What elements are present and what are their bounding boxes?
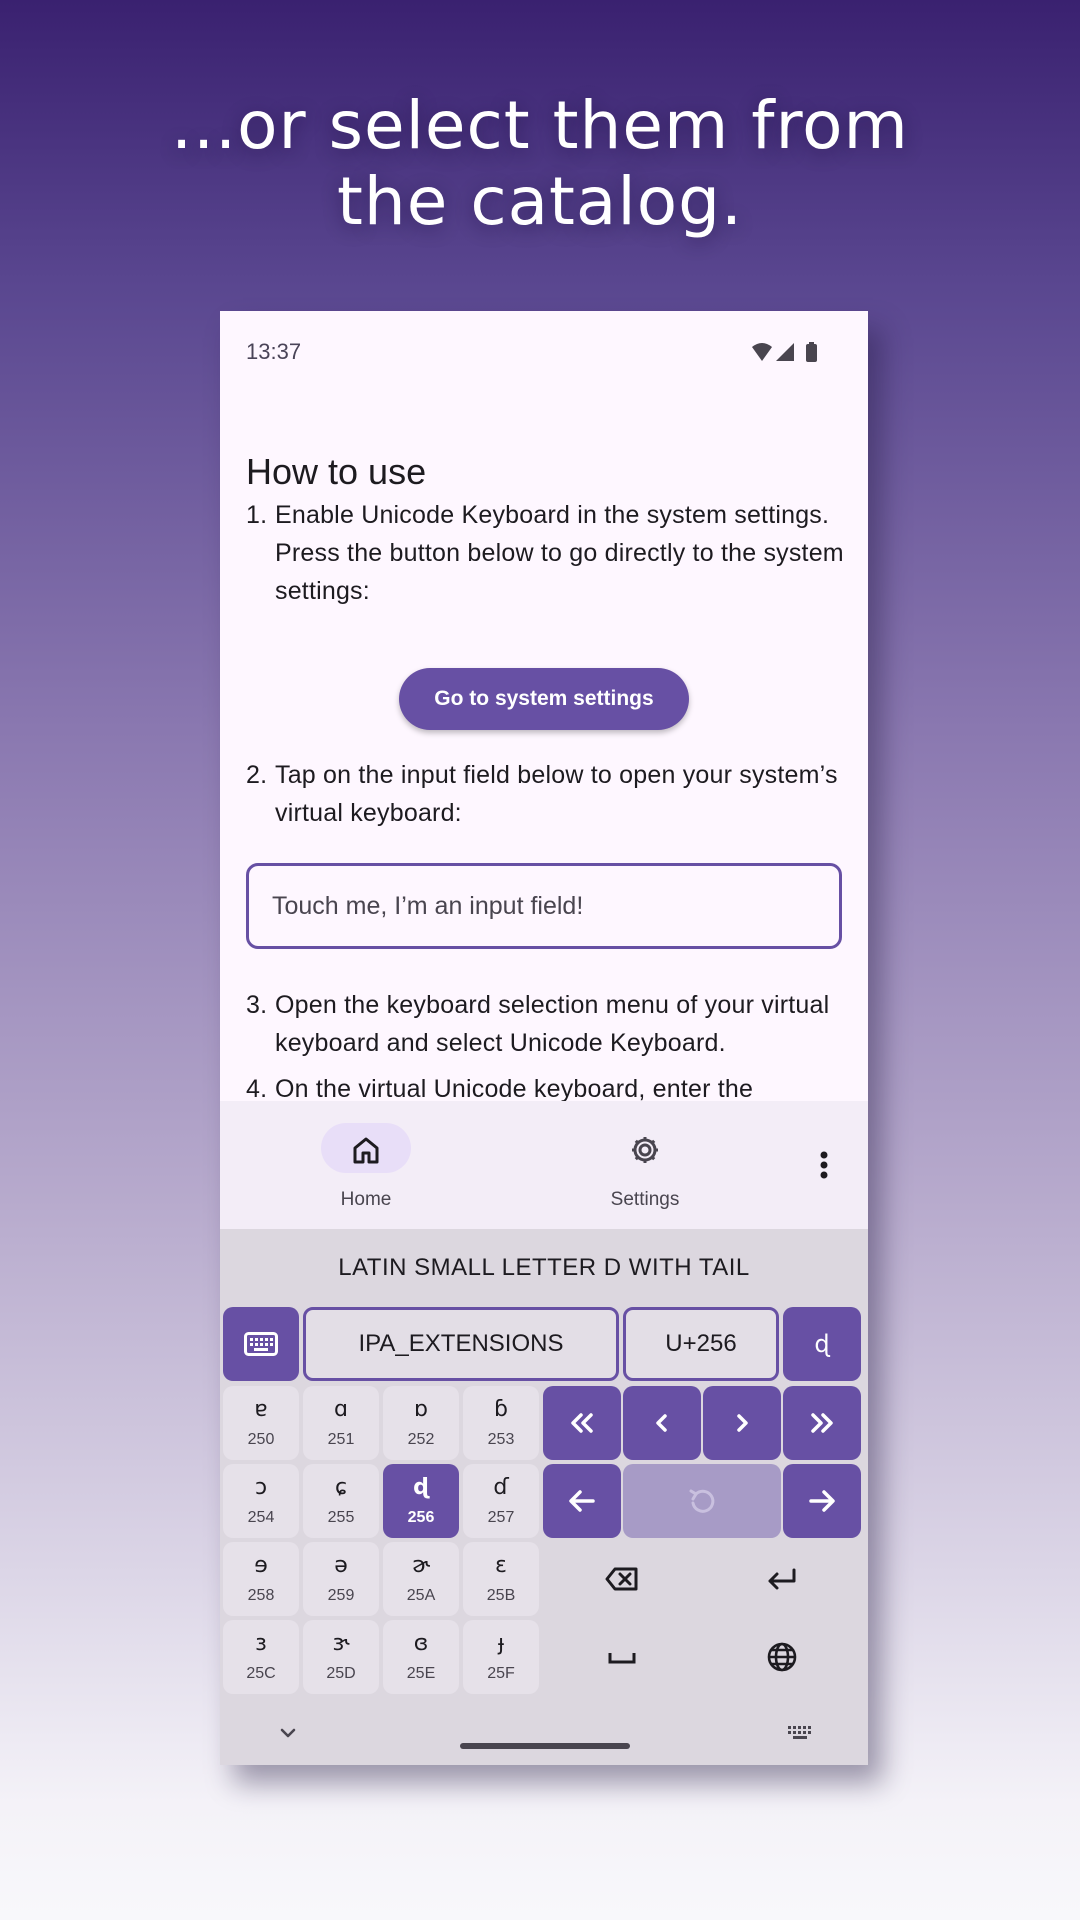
headline [0, 88, 1080, 240]
chevron-down-icon [278, 1726, 298, 1740]
character-code: 257 [487, 1509, 515, 1526]
step-3 [246, 986, 846, 1062]
page-forward-button[interactable] [783, 1386, 861, 1460]
character-code: 25B [486, 1587, 516, 1604]
character-glyph: ə [334, 1553, 348, 1578]
switch-language-button[interactable] [703, 1620, 861, 1694]
globe-icon [766, 1641, 798, 1673]
character-code: 255 [327, 1509, 355, 1526]
character-key[interactable] [383, 1464, 459, 1538]
character-key[interactable] [463, 1386, 539, 1460]
character-code: 250 [247, 1431, 275, 1448]
character-glyph: ɛ [495, 1553, 507, 1578]
character-glyph: ɑ [334, 1397, 348, 1422]
character-key[interactable] [383, 1542, 459, 1616]
character-code: 253 [487, 1431, 515, 1448]
character-code: 258 [247, 1587, 275, 1604]
right-icon [732, 1411, 752, 1435]
undo-button[interactable] [623, 1464, 781, 1538]
character-glyph: ɖ [413, 1475, 429, 1500]
character-glyph: ɘ [254, 1553, 268, 1578]
character-glyph: ɔ [254, 1475, 268, 1500]
keyboard-icon [244, 1332, 278, 1356]
double-right-icon [807, 1411, 837, 1435]
main-content [220, 395, 868, 1101]
character-code: 259 [327, 1587, 355, 1604]
character-code: 25D [326, 1665, 356, 1682]
step-text: Open the keyboard selection menu of your virtual keyboard and select Unicode Keyboard. [275, 991, 830, 1057]
headline-line-2: the catalog. [337, 163, 743, 240]
step-2 [246, 756, 846, 832]
character-key[interactable] [223, 1386, 299, 1460]
character-key[interactable] [303, 1386, 379, 1460]
character-code: 25E [406, 1665, 436, 1682]
block-selector[interactable]: IPA_EXTENSIONS [303, 1307, 619, 1381]
codepoint-field[interactable]: U+256 [623, 1307, 779, 1381]
step-4 [246, 1070, 846, 1101]
next-button[interactable] [703, 1386, 781, 1460]
wifi-icon [752, 343, 772, 361]
step-text: Enable Unicode Keyboard in the system settings. Press the button below to go directly to the system settings: [275, 501, 844, 605]
unicode-keyboard [220, 1229, 868, 1765]
headline-line-1: ...or select them from [171, 87, 909, 164]
status-bar [220, 311, 868, 395]
character-glyph: ɞ [413, 1631, 429, 1656]
character-glyph: ɜ [255, 1631, 267, 1656]
character-code: 25A [406, 1587, 436, 1604]
step-number: 3. [246, 991, 268, 1019]
enter-button[interactable] [703, 1542, 861, 1616]
left-icon [652, 1411, 672, 1435]
cursor-right-button[interactable] [783, 1464, 861, 1538]
test-input-field[interactable]: Touch me, I’m an input field! [246, 863, 842, 949]
character-code: 256 [407, 1509, 435, 1526]
character-key[interactable] [223, 1542, 299, 1616]
enter-icon [765, 1566, 799, 1592]
character-key[interactable] [463, 1464, 539, 1538]
switch-keyboard-button[interactable] [780, 1713, 820, 1753]
character-glyph: ɝ [332, 1631, 350, 1656]
keyboard-switch-icon [786, 1723, 814, 1743]
character-glyph: ɓ [494, 1397, 508, 1422]
backspace-button[interactable] [543, 1542, 701, 1616]
battery-icon [806, 344, 817, 362]
character-key[interactable] [463, 1620, 539, 1694]
character-glyph: ɟ [497, 1631, 505, 1656]
character-name: LATIN SMALL LETTER D WITH TAIL [338, 1254, 750, 1281]
character-glyph: ɕ [334, 1475, 348, 1500]
nav-label-home: Home [340, 1189, 392, 1210]
step-text: Tap on the input field below to open your system’s virtual keyboard: [275, 761, 838, 827]
cursor-left-button[interactable] [543, 1464, 621, 1538]
step-1 [246, 496, 846, 610]
step-number: 2. [246, 761, 268, 789]
space-button[interactable] [543, 1620, 701, 1694]
nav-label-settings: Settings [610, 1189, 680, 1210]
undo-icon [687, 1486, 717, 1516]
home-icon [350, 1134, 382, 1166]
step-text: On the virtual Unicode keyboard, enter the [275, 1075, 754, 1101]
character-code: 25F [487, 1665, 515, 1682]
arrow-right-icon [807, 1488, 837, 1514]
signal-icon [776, 343, 794, 361]
character-glyph: ɐ [254, 1397, 268, 1422]
character-key[interactable] [303, 1464, 379, 1538]
character-code: 251 [327, 1431, 355, 1448]
character-code: 252 [407, 1431, 435, 1448]
status-time: 13:37 [246, 339, 302, 364]
previous-button[interactable] [623, 1386, 701, 1460]
character-key[interactable] [223, 1620, 299, 1694]
character-key[interactable] [383, 1386, 459, 1460]
character-key[interactable] [303, 1620, 379, 1694]
go-to-system-settings-button[interactable]: Go to system settings [399, 668, 689, 730]
step-number: 1. [246, 501, 268, 529]
keyboard-mode-button[interactable] [223, 1307, 299, 1381]
character-key[interactable] [223, 1464, 299, 1538]
step-number: 4. [246, 1075, 268, 1101]
bottom-navigation [220, 1101, 868, 1229]
character-code: 254 [247, 1509, 275, 1526]
character-key[interactable] [303, 1542, 379, 1616]
page-back-button[interactable] [543, 1386, 621, 1460]
nav-item-settings[interactable] [565, 1123, 725, 1213]
character-glyph: ɗ [493, 1475, 509, 1500]
character-glyph: ɒ [414, 1397, 428, 1422]
character-key[interactable] [383, 1620, 459, 1694]
character-key[interactable] [463, 1542, 539, 1616]
nav-item-home[interactable] [286, 1123, 446, 1213]
space-icon [607, 1647, 637, 1667]
more-vert-icon[interactable] [804, 1137, 844, 1193]
backspace-icon [605, 1566, 639, 1592]
arrow-left-icon [567, 1488, 597, 1514]
double-left-icon [567, 1411, 597, 1435]
status-icons [748, 341, 828, 363]
insert-character-button[interactable]: ɖ [783, 1307, 861, 1381]
character-code: 25C [246, 1665, 276, 1682]
page-title: How to use [246, 451, 427, 492]
hide-keyboard-button[interactable] [268, 1713, 308, 1753]
home-indicator[interactable] [460, 1743, 630, 1749]
character-glyph: ɚ [411, 1553, 431, 1578]
gear-icon [629, 1134, 661, 1166]
phone-screen [220, 311, 868, 1765]
